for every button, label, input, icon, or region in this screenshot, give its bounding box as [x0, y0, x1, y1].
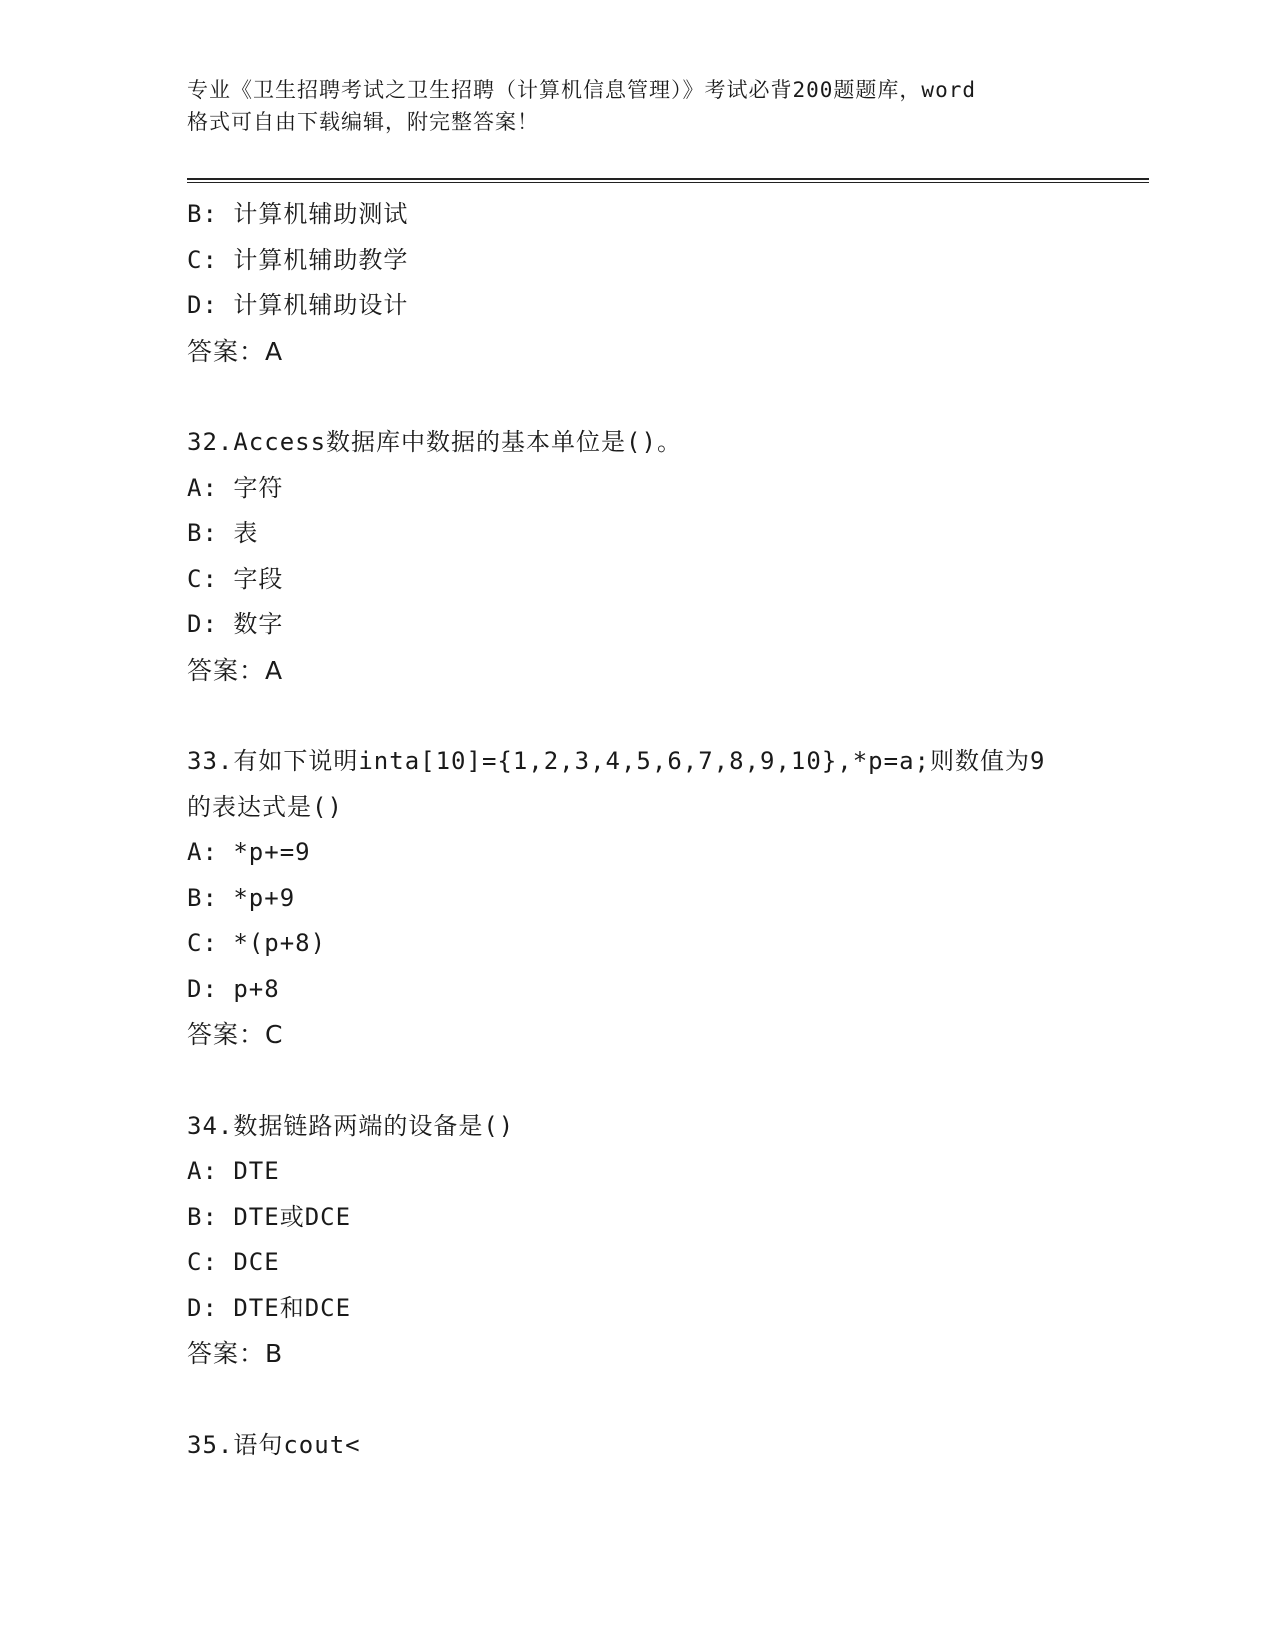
option-a: A: 字符 — [187, 473, 284, 502]
option-a: A: *p+=9 — [187, 838, 311, 866]
answer-label: 答案：A — [187, 655, 284, 685]
question-stem: 34.数据链路两端的设备是() — [187, 1111, 515, 1140]
option-a: A: DTE — [187, 1157, 280, 1185]
answer-label: 答案：A — [187, 336, 284, 366]
question-stem: 32.Access数据库中数据的基本单位是()。 — [187, 428, 682, 456]
question-list — [187, 192, 1087, 1468]
option-d: D: 数字 — [187, 610, 284, 638]
header-line-2: 格式可自由下载编辑，附完整答案！ — [187, 110, 539, 134]
option-d: D: p+8 — [187, 974, 280, 1003]
option-b: B: *p+9 — [187, 883, 296, 912]
option-b: B: 表 — [187, 519, 259, 547]
spacer — [187, 693, 1087, 739]
option-b: B: 计算机辅助测试 — [187, 200, 409, 228]
question-32 — [187, 420, 1087, 693]
answer-label: 答案：C — [187, 1020, 284, 1049]
question-35 — [187, 1423, 1087, 1469]
answer-label: 答案：B — [187, 1339, 284, 1368]
option-b: B: DTE或DCE — [187, 1202, 352, 1231]
option-c: C: *(p+8) — [187, 929, 327, 957]
header-line-1: 专业《卫生招聘考试之卫生招聘（计算机信息管理）》考试必背200题题库，word — [187, 78, 976, 102]
question-stem: 35.语句cout< — [187, 1430, 361, 1459]
question-stem-line-2: 的表达式是() — [187, 792, 343, 821]
option-d: D: DTE和DCE — [187, 1293, 352, 1322]
option-c: C: DCE — [187, 1248, 280, 1276]
spacer — [187, 374, 1087, 420]
question-33 — [187, 739, 1087, 1058]
option-c: C: 字段 — [187, 564, 284, 593]
option-d: D: 计算机辅助设计 — [187, 291, 409, 319]
question-34 — [187, 1104, 1087, 1377]
document-header — [187, 74, 1087, 138]
option-c: C: 计算机辅助教学 — [187, 245, 409, 274]
spacer — [187, 1058, 1087, 1104]
question-stem-line-1: 33.有如下说明inta[10]={1,2,3,4,5,6,7,8,9,10},*p=a;则数值为9 — [187, 747, 1046, 775]
question-31-continuation — [187, 192, 1087, 374]
header-divider-thick — [187, 178, 1149, 180]
header-divider-thin — [187, 182, 1149, 183]
spacer — [187, 1377, 1087, 1423]
